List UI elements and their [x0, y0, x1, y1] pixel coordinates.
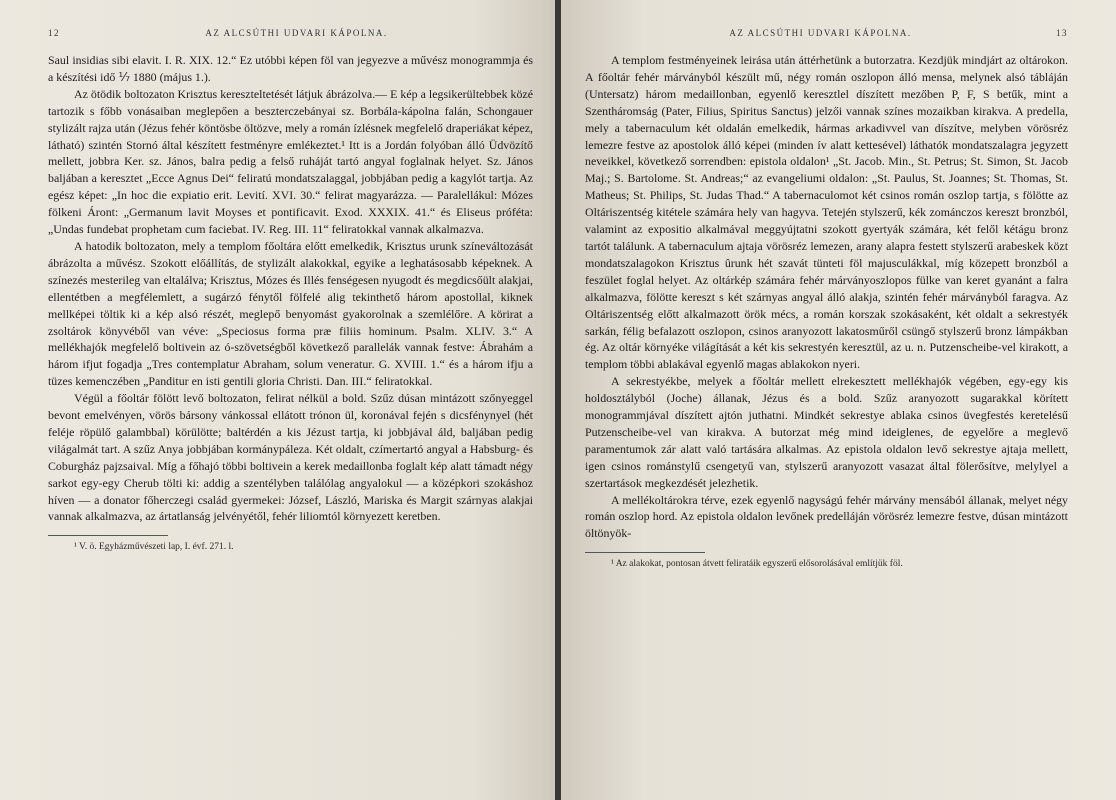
- paragraph: A sekrestyékbe, melyek a főoltár mellett elrekesztett mellékhajók végében, egy-egy kis holdosztályból (Joche) állanak, Jézus és a bold. Szűz aranyozott sugarakkal körített monogrammjával díszített ajtón juthatni. Mindkét sekrestye ablaka csinos üvegfestés keretelésű Putzenscheibe-vel van kirakva. A butorzat még mind ideiglenes, de egyelőre a meglevő paramentumok zár alatt való tartására alkalmas. Az epistola oldalon levő sekrestye ajtaja mellett, igen csinos románstylű csengetyű van, stylszerű aranyozott vasazat által fölerősítve, melylyel a szertartások megkezdését jelezhetik.: [585, 374, 1068, 490]
- footnote: ¹ V. ö. Egyházművészeti lap, I. évf. 271. l.: [74, 542, 234, 553]
- left-page: [0, 0, 555, 800]
- footnote-rule: [48, 535, 168, 536]
- paragraph: A mellékoltárokra térve, ezek egyenlő nagyságú fehér márvány mensából állanak, melyet négy román oszlop hord. Az epistola oldalon levőnek predelláján vörösréz lemezre festve, dúsan mintázott öltönyök-: [585, 492, 1068, 541]
- paragraph: Az ötödik boltozaton Krisztus kereszteltetését látjuk ábrázolva.— E kép a legsikerültebbek közé tartozik s főbb vonásaiban meglepően a beszterczebányai sz. Borbála-kápolna falán, Schongauer stylizált rajza után (Jézus fehér köntösbe öltözve, mely a román ízlésnek megfelelő draperiákat képez, látható) szintén Stornó által készített festményre emlékeztet.¹ Itt is a Jordán folyóban álló Üdvözítő mellett, jobbra Ker. sz. János, balra pedig a felső ruháját tartó angyal foglalnak helyet. Sz. János baljában a keresztet „Ecce Agnus Dei“ feliratú mondatszalaggal, jobbjában pedig a kagylót tartja. Az egész képet: „In hoc die expiatio erit. Levití. XVI. 30.“ felirat magyarázza. — Paralellákul: Mózes fölkeni Áront: „Germanum lavit Moyses et pontificavit. Exod. XXXIX. 41.“ és Eliseus próféta: „Undas fundebat prophetam cum faciebat. IV. Reg. III. 11“ feliratokkal vannak alkalmazva.: [48, 86, 533, 237]
- paragraph: A templom festményeinek leirása után áttérhetünk a butorzatra. Kezdjük mindjárt az oltárokon. A főoltár fehér márványból készült mű, négy román oszlopon álló mensa, melynek alsó tábláján (Untersatz) három medaillonban, egyenlő keresztlel díszített mezőben P, F, S betűk, mint a Szentháromság (Pater, Filius, Spiritus Sanctus) jelzői vannak színes mozaikban kirakva. A predella, mely a tabernaculum két oldalán emelkedik, hármas arkadivvel van díszítve, melyben vörösréz lemezre festve az apostolok álló képei (minden ív alatt kettesével) láthatók mondatszalagra jegyzett neveikkel, következő sorrendben: epistola oldalon¹ „St. Jacob. Min., St. Petrus; St. Simon, St. Jacob Maj.; S. Bartolome. St. Andreas;“ az evangeliumi oldalon: „St. Paulus, St. Joannes; St. Thomas, St. Matheus; St. Philips, St. Judas Thad.“ A tabernaculomot két csinos román oszlop tartja, s fölötte az Oltáriszentség kitétele számára hely van hagyva. Tetején stylszerű, kék zománczos kereszt bronzból, valamint az expositio alkalmával meggyújtatni szokott gyertyák számára, két felől kétágu bronz tartót találunk. A tabernaculum ajtaja vörösréz lemezen, arany alapra festett stylszerű arabeskek közt mondatszalagokon Krisztus ûrunk hét szavát tünteti föl majusculákkal, míg közepett bronzból a feszület foglal helyet. Az oltárkép számára fehér márványoszlopos fülke van keret gyanánt a falra alkalmazva, fölötte kereszt s két szárnyas angyal álló alakja, szintén fehér márványból faragva. Az Oltáriszentség előtt alkalmazott örök mécs, a román korszak szokásaként, két oldalt a sekrestyék sarkán, félig befalazott oszlopon, csinos aranyozott lakatosműről csüngő stylszerű bronz lámpákban ég. Az oltár környéke világítását a két kis sekrestyén keresztül, az u. n. Putzenscheibe-vel kirakott, a templom többi ablakával egyenlő magas ablakokon nyeri.: [585, 53, 1068, 372]
- running-head-title: AZ ALCSÚTHI UDVARI KÁPOLNA.: [205, 28, 388, 38]
- footnote: ¹ Az alakokat, pontosan átvett feliratáik egyszerű elősorolásával említjük föl.: [611, 559, 903, 570]
- running-head-title: AZ ALCSÚTHI UDVARI KÁPOLNA.: [729, 28, 912, 38]
- running-header: [48, 28, 533, 38]
- paragraph: Végül a főoltár fölött levő boltozaton, felirat nélkül a bold. Szűz dúsan mintázott szőnyeggel bevont emelvényen, vörös bársony vánkossal ellátott trónon ül, koronával fején s dicsfénynyel (hét feléje röpülő galambbal) körülötte; baltérdén a kis Jézust tartja, ki jobbjával áld, baljában pedig világalmát tart. A szűz Anya jobbjában kormánypáleza. Két oldalt, czímertartó angyal a Habsburg- és Coburgház pajzsaival. Míg a főhajó többi boltivein a kerek medaillonba foglalt kép alatt támadt négy sarkot egy-egy Cherub tölti ki: addig a szentélyben találólag angyalokul — a középkori szokáshoz híven — a donator főherczegi család gyermekei: József, László, Mariska és Margit szárnyas alakjai vannak alkalmazva, az ártatlanság jelvényétől, fehér liliomtól környezett keretben.: [48, 391, 533, 524]
- body-text: [585, 52, 1068, 542]
- page-number: 12: [48, 28, 60, 38]
- body-text: [48, 52, 533, 525]
- running-header: [585, 28, 1068, 38]
- paragraph: A hatodik boltozaton, mely a templom főoltára előtt emelkedik, Krisztus urunk színeváltozását ábrázolta a művész. Szokott előállítás, de stylizált alakokkal, egyike a leghatásosabb képeknek. A színezés mesterileg van eltalálva; Krisztus, Mózes és Illés fenségesen nyugodt és megdicsőült alakjai, ellentétben a megfélemlett, a sugárzó fénytől fölfelé alig tekinthető három apostollal, kiknek mellképei töltik ki a kép alsó részét, meglepő benyomást gyakorolnak a szemlélőre. A körirat a zsoltárok könyvéből van véve: „Speciosus forma præ filiis hominum. Psalm. XLIV. 3.“ A mellékhajók megfelelő boltivein az ó-szövetségből következő parallelák vannak festve: Ábrahám a három ifjut fogadja „Tres contemplatur Abraham, solum veneratur. G. XVIII. 1.“ és a három ifju a tüzes kemenczében „Panditur en isti gentili gloria Christi. Dan. III.“ feliratokkal.: [48, 238, 533, 389]
- right-page: [561, 0, 1116, 800]
- footnote-rule: [585, 552, 705, 553]
- page-number: 13: [1056, 28, 1068, 38]
- paragraph: Saul insidias sibi elavit. I. R. XIX. 12.“ Ez utóbbi képen föl van jegyezve a művész monogrammja és a készítési idő ⅐ 1880 (május 1.).: [48, 53, 533, 84]
